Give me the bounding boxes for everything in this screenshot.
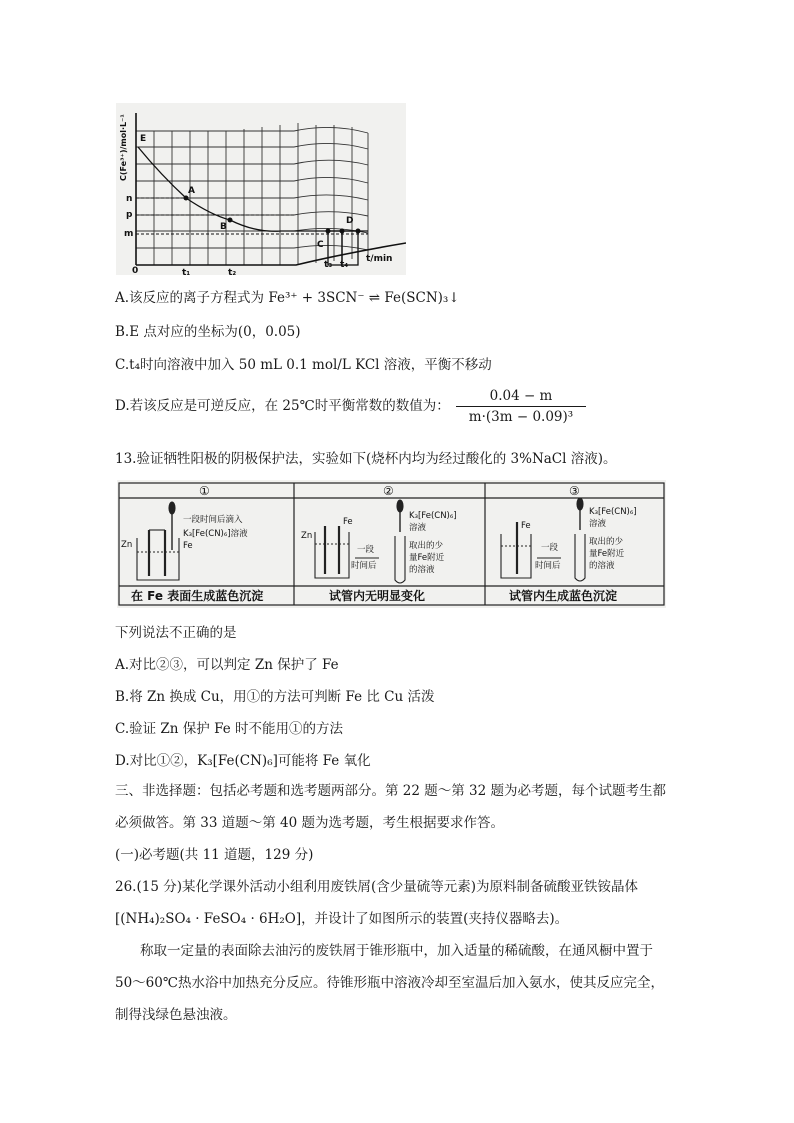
question-26-paragraph-3: 制得浅绿色悬浊液。 (115, 1007, 237, 1023)
panel-2-label-reagent: K₃[Fe(CN)₆] (409, 511, 457, 521)
point-d-label: D (346, 216, 354, 226)
panel-1-label-drip: 一段时间后滴入 (183, 515, 243, 525)
y-mark-m: m (124, 229, 134, 239)
fraction-numerator: 0.04 − m (456, 388, 586, 407)
concentration-time-graph (116, 103, 406, 275)
graph-grid (136, 123, 368, 265)
panel-2-label-time: 时间后 (351, 561, 377, 571)
option-12-b: B.E 点对应的坐标为(0，0.05) (115, 324, 301, 340)
x-mark-t2: t₂ (228, 268, 237, 275)
panel-2-label-take: 取出的少 (409, 541, 444, 551)
panel-1-label-fe: Fe (183, 541, 193, 551)
origin-label: 0 (132, 266, 139, 275)
panel-1-label-reagent: K₃[Fe(CN)₆]溶液 (183, 529, 248, 539)
panel-2-label-fe: Fe (343, 517, 353, 527)
panel-2-result: 试管内无明显变化 (329, 589, 426, 603)
option-13-c: C.验证 Zn 保护 Fe 时不能用①的方法 (115, 721, 343, 737)
panel-2-label-solution: 溶液 (409, 523, 427, 533)
y-mark-p: p (126, 210, 133, 220)
point-b-label: B (220, 222, 227, 232)
question-26-paragraph-2: 50～60℃热水浴中加热充分反应。待锥形瓶中溶液冷却至室温后加入氨水，使其反应完全， (115, 975, 664, 991)
question-13-ask: 下列说法不正确的是 (115, 625, 237, 641)
question-26-line-1: 26.(15 分)某化学课外活动小组利用废铁屑(含少量硫等元素)为原料制备硫酸亚铁铵晶体 (115, 879, 639, 895)
section-3-line-2: 必须做答。第 33 道题～第 40 题为选考题，考生根据要求作答。 (115, 815, 505, 831)
panel-1-label-zn: Zn (121, 540, 133, 550)
question-26-paragraph-1: 称取一定量的表面除去油污的废铁屑于锥形瓶中，加入适量的稀硫酸，在通风橱中置于 (140, 943, 653, 959)
panel-1-beaker (137, 502, 179, 580)
experiment-apparatus-figure (117, 480, 666, 608)
x-mark-t1: t₁ (182, 268, 191, 275)
panel-3-label-take: 取出的少 (589, 537, 624, 547)
option-12-a: A.该反应的离子方程式为 Fe³⁺ + 3SCN⁻ ⇌ Fe(SCN)₃↓ (115, 290, 460, 306)
question-13-stem: 13.验证牺牲阳极的阴极保护法，实验如下(烧杯内均为经过酸化的 3%NaCl 溶液)。 (115, 451, 617, 467)
panel-3-label-reagent: K₃[Fe(CN)₆] (589, 507, 637, 517)
y-mark-n: n (126, 194, 133, 204)
option-13-d: D.对比①②，K₃[Fe(CN)₆]可能将 Fe 氧化 (115, 753, 371, 769)
y-axis-label: C(Fe³⁺)/mol·L⁻¹ (119, 114, 128, 181)
option-13-a: A.对比②③，可以判定 Zn 保护了 Fe (115, 657, 339, 673)
panel-2-number: ② (383, 484, 394, 498)
point-a-label: A (188, 186, 195, 196)
option-12-d: D.若该反应是可逆反应，在 25℃时平衡常数的数值为： (115, 398, 450, 414)
panel-3-result: 试管内生成蓝色沉淀 (509, 589, 618, 603)
panel-3-number: ③ (569, 484, 580, 498)
x-axis-label: t/min (366, 254, 393, 264)
equilibrium-fraction (456, 388, 586, 425)
panel-2-label-sol: 的溶液 (409, 565, 435, 575)
panel-3-label-fe: Fe (521, 521, 531, 531)
panel-1-number: ① (199, 484, 210, 498)
panel-2-label-near-fe: 量Fe附近 (409, 553, 445, 563)
panel-3-label-near-fe: 量Fe附近 (589, 549, 625, 559)
panel-3-label-time: 时间后 (535, 561, 561, 571)
option-13-b: B.将 Zn 换成 Cu，用①的方法可判断 Fe 比 Cu 活泼 (115, 689, 435, 705)
section-3-subheading: (一)必考题(共 11 道题，129 分) (115, 847, 314, 863)
fraction-denominator: m·(3m − 0.09)³ (468, 409, 574, 425)
panel-2-label-zn: Zn (301, 531, 313, 541)
panel-3-label-sol: 的溶液 (589, 561, 615, 571)
option-12-c: C.t₄时向溶液中加入 50 mL 0.1 mol/L KCl 溶液，平衡不移动 (115, 357, 492, 373)
point-e-label: E (140, 134, 147, 144)
panel-2-label-period: 一段 (357, 545, 375, 555)
section-3-line-1: 三、非选择题：包括必考题和选考题两部分。第 22 题～第 32 题为必考题，每个试题考生都 (115, 783, 667, 799)
panel-3-label-solution: 溶液 (589, 519, 607, 529)
question-26-line-2: [(NH₄)₂SO₄ · FeSO₄ · 6H₂O]，并设计了如图所示的装置(夹持仪器略去)。 (115, 911, 569, 927)
point-c-label: C (317, 240, 324, 250)
panel-3-label-period: 一段 (541, 543, 559, 553)
x-mark-t4: t₄ (340, 260, 349, 270)
panel-1-result: 在 Fe 表面生成蓝色沉淀 (131, 589, 264, 603)
x-mark-t3: t₃ (324, 260, 333, 270)
